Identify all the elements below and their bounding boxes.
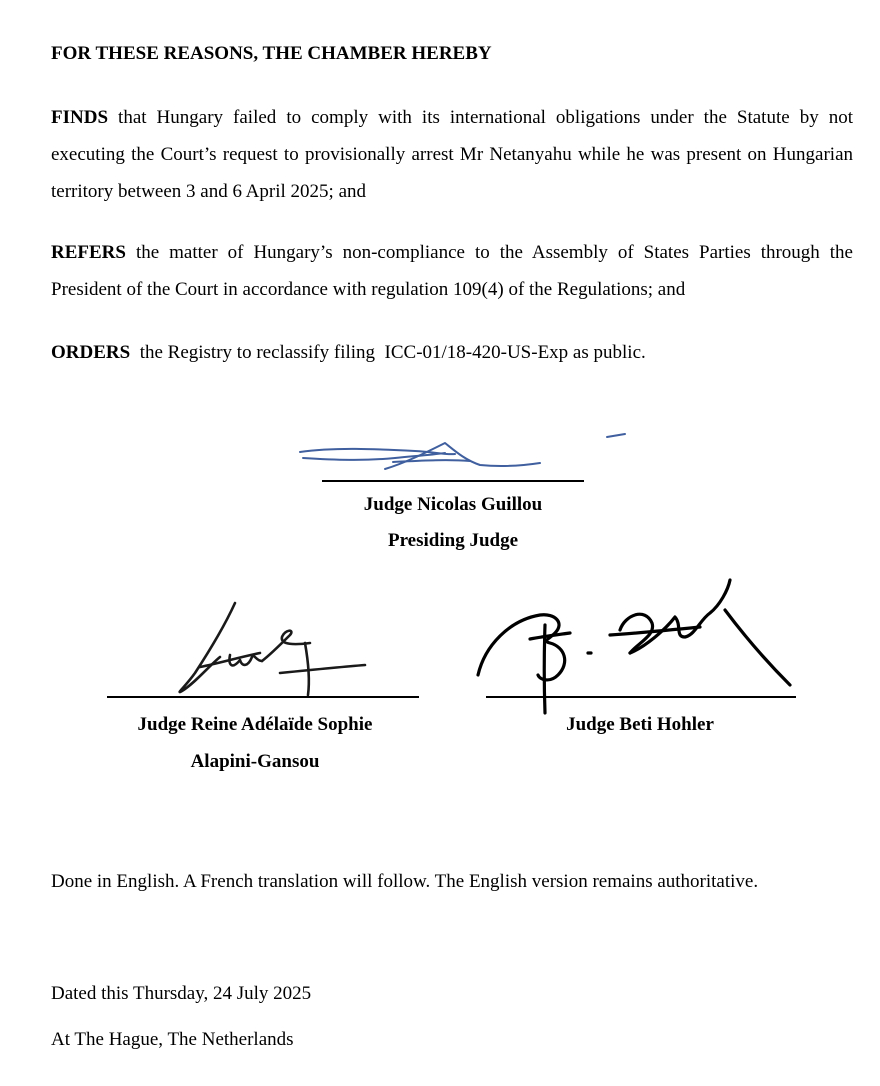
orders-keyword: ORDERS [51,342,131,363]
hohler-signature-line [486,696,796,698]
orders-text: the Registry to reclassify filing ICC-01/18-420-US-Exp as public. [130,342,646,363]
alapini-gansou-signature [170,595,410,705]
hohler-signature [470,575,800,720]
guillou-signature [295,425,640,480]
alapini-gansou-name-line2: Alapini-Gansou [190,751,320,772]
finds-keyword: FINDS [51,107,109,128]
finds-paragraph [51,99,853,210]
dated-line: Dated this Thursday, 24 July 2025 [51,983,312,1004]
guillou-role: Presiding Judge [387,530,519,551]
guillou-signature-line [322,480,584,482]
refers-text: the matter of Hungary’s non-compliance to the Assembly of States Parties through the President of the Court in accordance with regulation 109(4) of the Regulations; and [51,242,853,300]
place-line: At The Hague, The Netherlands [51,1029,294,1050]
finds-text: that Hungary failed to comply with its international obligations under the Statute by not executing the Court’s request to provisionally arrest Mr Netanyahu while he was present on Hungarian territory between 3 and 6 April 2025; and [51,107,853,202]
refers-keyword: REFERS [51,242,126,263]
alapini-gansou-name-line1: Judge Reine Adélaïde Sophie [137,714,373,735]
orders-paragraph [51,334,853,371]
guillou-name: Judge Nicolas Guillou [363,494,543,515]
language-note: Done in English. A French translation will follow. The English version remains authoritative. [51,871,759,892]
hohler-name: Judge Beti Hohler [566,714,714,735]
refers-paragraph [51,234,853,308]
alapini-gansou-signature-line [107,696,419,698]
decision-heading: FOR THESE REASONS, THE CHAMBER HEREBY [51,43,492,64]
